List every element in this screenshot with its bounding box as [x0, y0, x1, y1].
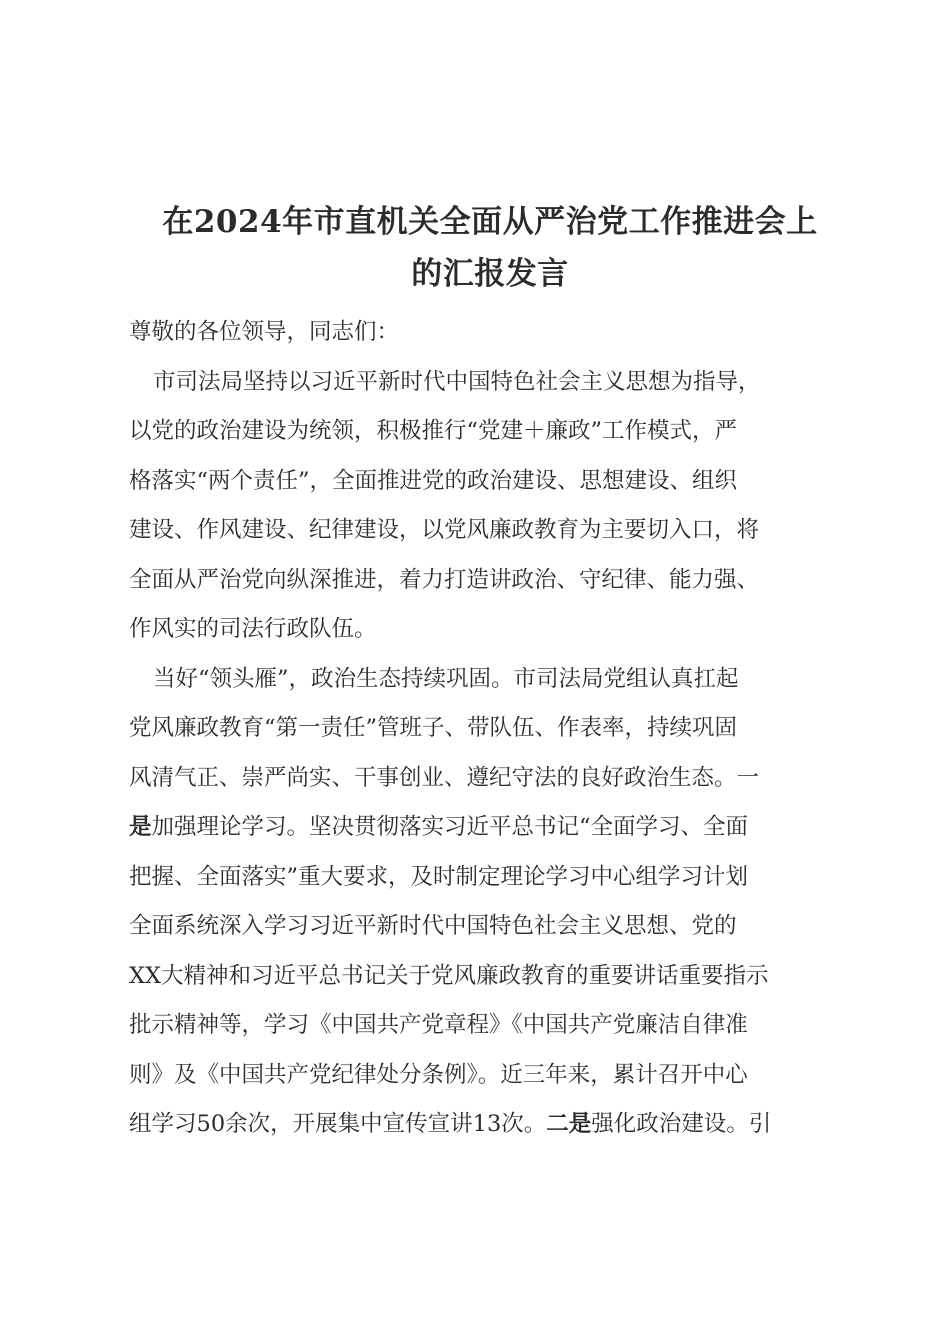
- body-line: XX大精神和习近平总书记关于党风廉政教育的重要讲话重要指示: [129, 962, 769, 989]
- body-line: 批示精神等，学习《中国共产党章程》《中国共产党廉洁自律准: [129, 1012, 748, 1038]
- emphasis-text: 是: [129, 814, 152, 840]
- body-line: [129, 803, 854, 853]
- title-line-1: 在2024年市直机关全面从严治党工作推进会上: [162, 204, 818, 240]
- body-line: 作风实的司法行政队伍。: [129, 616, 377, 642]
- body-line: 全面从严治党向纵深推进，着力打造讲政治、守纪律、能力强、: [129, 566, 760, 593]
- title-line-2: 的汇报发言: [411, 256, 569, 292]
- body-line: [129, 1100, 854, 1150]
- body-line: 风清气正、崇严尚实、干事创业、遵纪守法的良好政治生态。一: [129, 764, 760, 791]
- body-line: 以党的政治建设为统领，积极推行“党建＋廉政”工作模式，严: [129, 418, 738, 444]
- document-title: [110, 196, 870, 300]
- document-body: [129, 308, 854, 1150]
- body-line: 则》及《中国共产党纪律处分条例》。近三年来，累计召开中心: [129, 1061, 748, 1088]
- body-line-text: 组学习50余次，开展集中宣传宣讲13次。: [129, 1111, 547, 1137]
- salutation: 尊敬的各位领导，同志们：: [129, 319, 400, 345]
- emphasis-text: 二是: [546, 1111, 592, 1137]
- body-line: 党风廉政教育“第一责任”管班子、带队伍、作表率，持续巩固: [129, 715, 738, 741]
- body-line-text: 加强理论学习。坚决贯彻落实习近平总书记“全面学习、全面: [151, 814, 749, 840]
- body-line: 全面系统深入学习习近平新时代中国特色社会主义思想、党的: [129, 913, 737, 939]
- body-line: 建设、作风建设、纪律建设，以党风廉政教育为主要切入口，将: [129, 517, 760, 543]
- body-line-text: 强化政治建设。引: [591, 1111, 772, 1137]
- body-line: 把握、全面落实”重大要求，及时制定理论学习中心组学习计划: [129, 863, 749, 890]
- body-line: 格落实“两个责任”，全面推进党的政治建设、思想建设、组织: [129, 467, 738, 494]
- body-line: 当好“领头雁”，政治生态持续巩固。市司法局党组认真扛起: [153, 665, 739, 692]
- body-line: 市司法局坚持以习近平新时代中国特色社会主义思想为指导，: [153, 368, 761, 395]
